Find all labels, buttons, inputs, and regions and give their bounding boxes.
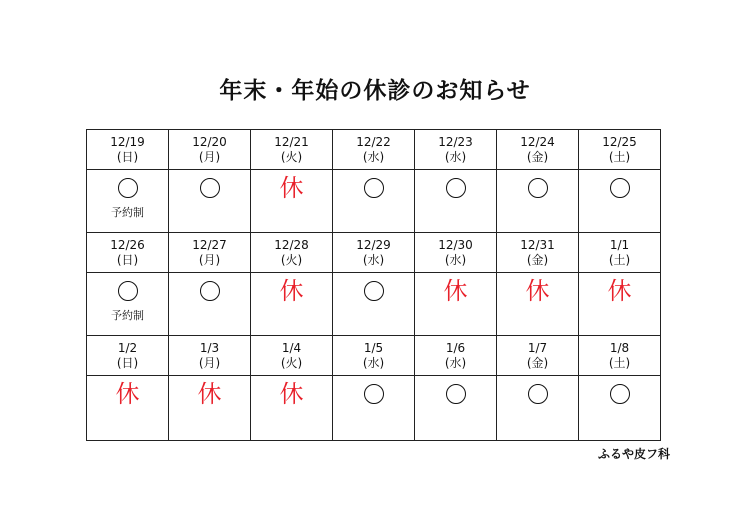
status-cell bbox=[497, 376, 579, 441]
date-label: 12/28 bbox=[274, 237, 309, 252]
date-label: 1/6 bbox=[445, 340, 466, 355]
weekday-label: (水) bbox=[362, 252, 385, 267]
open-circle-icon bbox=[200, 281, 220, 301]
date-row bbox=[87, 233, 661, 273]
weekday-label: (日) bbox=[116, 355, 139, 370]
open-circle-icon bbox=[446, 178, 466, 198]
date-cell bbox=[87, 336, 169, 376]
status-cell bbox=[497, 170, 579, 233]
status-mark-wrap bbox=[497, 276, 578, 306]
reservation-note: 予約制 bbox=[111, 206, 144, 219]
date-cell bbox=[497, 233, 579, 273]
weekday-label: (土) bbox=[608, 252, 631, 267]
status-cell bbox=[169, 273, 251, 336]
status-cell bbox=[415, 273, 497, 336]
status-mark-wrap bbox=[87, 379, 168, 409]
status-mark-wrap bbox=[579, 379, 660, 409]
open-circle-icon bbox=[364, 281, 384, 301]
date-label: 1/4 bbox=[281, 340, 302, 355]
calendar-body bbox=[87, 130, 661, 441]
status-cell bbox=[87, 273, 169, 336]
closed-mark: 休 bbox=[279, 380, 304, 408]
status-cell bbox=[579, 273, 661, 336]
status-row bbox=[87, 170, 661, 233]
status-mark-wrap bbox=[579, 173, 660, 203]
open-circle-icon bbox=[610, 178, 630, 198]
status-cell bbox=[333, 376, 415, 441]
weekday-label: (日) bbox=[116, 252, 139, 267]
date-label: 1/3 bbox=[199, 340, 220, 355]
status-mark-wrap bbox=[169, 379, 250, 409]
date-cell bbox=[169, 336, 251, 376]
status-cell bbox=[87, 170, 169, 233]
date-cell bbox=[415, 233, 497, 273]
status-cell bbox=[415, 170, 497, 233]
weekday-label: (土) bbox=[608, 355, 631, 370]
date-label: 12/19 bbox=[110, 134, 145, 149]
weekday-label: (月) bbox=[198, 355, 221, 370]
date-cell bbox=[579, 130, 661, 170]
status-mark-wrap bbox=[579, 276, 660, 306]
open-circle-icon bbox=[528, 178, 548, 198]
date-label: 12/30 bbox=[438, 237, 473, 252]
status-cell bbox=[169, 170, 251, 233]
weekday-label: (火) bbox=[280, 252, 303, 267]
weekday-label: (月) bbox=[198, 149, 221, 164]
reservation-note: 予約制 bbox=[111, 309, 144, 322]
weekday-label: (水) bbox=[444, 149, 467, 164]
date-cell bbox=[415, 336, 497, 376]
open-circle-icon bbox=[118, 281, 138, 301]
date-cell bbox=[333, 336, 415, 376]
status-cell bbox=[579, 376, 661, 441]
date-label: 12/22 bbox=[356, 134, 391, 149]
status-mark-wrap bbox=[87, 276, 168, 306]
closed-mark: 休 bbox=[279, 277, 304, 305]
clinic-name: ふるや皮フ科 bbox=[597, 447, 670, 461]
status-mark-wrap bbox=[497, 379, 578, 409]
page-title: 年末・年始の休診のお知らせ bbox=[219, 78, 531, 104]
status-cell bbox=[333, 170, 415, 233]
date-label: 12/27 bbox=[192, 237, 227, 252]
open-circle-icon bbox=[118, 178, 138, 198]
status-cell bbox=[497, 273, 579, 336]
status-mark-wrap bbox=[497, 173, 578, 203]
date-label: 12/20 bbox=[192, 134, 227, 149]
date-cell bbox=[579, 233, 661, 273]
weekday-label: (金) bbox=[526, 149, 549, 164]
date-cell bbox=[251, 233, 333, 273]
closed-mark: 休 bbox=[607, 277, 632, 305]
open-circle-icon bbox=[446, 384, 466, 404]
status-mark-wrap bbox=[415, 276, 496, 306]
open-circle-icon bbox=[610, 384, 630, 404]
date-cell bbox=[333, 130, 415, 170]
date-label: 1/5 bbox=[363, 340, 384, 355]
status-mark-wrap bbox=[251, 276, 332, 306]
date-cell bbox=[579, 336, 661, 376]
weekday-label: (火) bbox=[280, 149, 303, 164]
date-label: 1/2 bbox=[117, 340, 138, 355]
date-cell bbox=[169, 130, 251, 170]
weekday-label: (水) bbox=[362, 355, 385, 370]
date-cell bbox=[87, 233, 169, 273]
date-cell bbox=[415, 130, 497, 170]
date-label: 12/25 bbox=[602, 134, 637, 149]
date-label: 12/21 bbox=[274, 134, 309, 149]
status-row bbox=[87, 376, 661, 441]
date-label: 12/31 bbox=[520, 237, 555, 252]
status-cell bbox=[579, 170, 661, 233]
open-circle-icon bbox=[200, 178, 220, 198]
closed-mark: 休 bbox=[279, 174, 304, 202]
date-label: 12/26 bbox=[110, 237, 145, 252]
status-row bbox=[87, 273, 661, 336]
open-circle-icon bbox=[364, 178, 384, 198]
date-label: 12/24 bbox=[520, 134, 555, 149]
weekday-label: (水) bbox=[444, 252, 467, 267]
status-mark-wrap bbox=[87, 173, 168, 203]
weekday-label: (日) bbox=[116, 149, 139, 164]
closed-mark: 休 bbox=[115, 380, 140, 408]
weekday-label: (土) bbox=[608, 149, 631, 164]
date-label: 12/23 bbox=[438, 134, 473, 149]
date-label: 12/29 bbox=[356, 237, 391, 252]
status-mark-wrap bbox=[251, 379, 332, 409]
status-mark-wrap bbox=[333, 276, 414, 306]
closed-mark: 休 bbox=[525, 277, 550, 305]
status-cell bbox=[251, 170, 333, 233]
status-cell bbox=[87, 376, 169, 441]
weekday-label: (月) bbox=[198, 252, 221, 267]
date-label: 1/7 bbox=[527, 340, 548, 355]
weekday-label: (水) bbox=[362, 149, 385, 164]
date-cell bbox=[497, 130, 579, 170]
date-row bbox=[87, 130, 661, 170]
open-circle-icon bbox=[528, 384, 548, 404]
date-cell bbox=[169, 233, 251, 273]
closed-mark: 休 bbox=[197, 380, 222, 408]
status-cell bbox=[251, 273, 333, 336]
date-label: 1/1 bbox=[609, 237, 630, 252]
status-cell bbox=[251, 376, 333, 441]
date-label: 1/8 bbox=[609, 340, 630, 355]
status-mark-wrap bbox=[333, 173, 414, 203]
weekday-label: (金) bbox=[526, 355, 549, 370]
holiday-calendar bbox=[86, 129, 661, 441]
date-cell bbox=[497, 336, 579, 376]
date-cell bbox=[333, 233, 415, 273]
weekday-label: (火) bbox=[280, 355, 303, 370]
status-mark-wrap bbox=[415, 379, 496, 409]
status-mark-wrap bbox=[415, 173, 496, 203]
status-cell bbox=[415, 376, 497, 441]
status-cell bbox=[169, 376, 251, 441]
weekday-label: (金) bbox=[526, 252, 549, 267]
status-mark-wrap bbox=[333, 379, 414, 409]
date-cell bbox=[251, 130, 333, 170]
status-mark-wrap bbox=[251, 173, 332, 203]
open-circle-icon bbox=[364, 384, 384, 404]
date-cell bbox=[87, 130, 169, 170]
closed-mark: 休 bbox=[443, 277, 468, 305]
status-mark-wrap bbox=[169, 276, 250, 306]
date-row bbox=[87, 336, 661, 376]
status-mark-wrap bbox=[169, 173, 250, 203]
weekday-label: (水) bbox=[444, 355, 467, 370]
status-cell bbox=[333, 273, 415, 336]
date-cell bbox=[251, 336, 333, 376]
